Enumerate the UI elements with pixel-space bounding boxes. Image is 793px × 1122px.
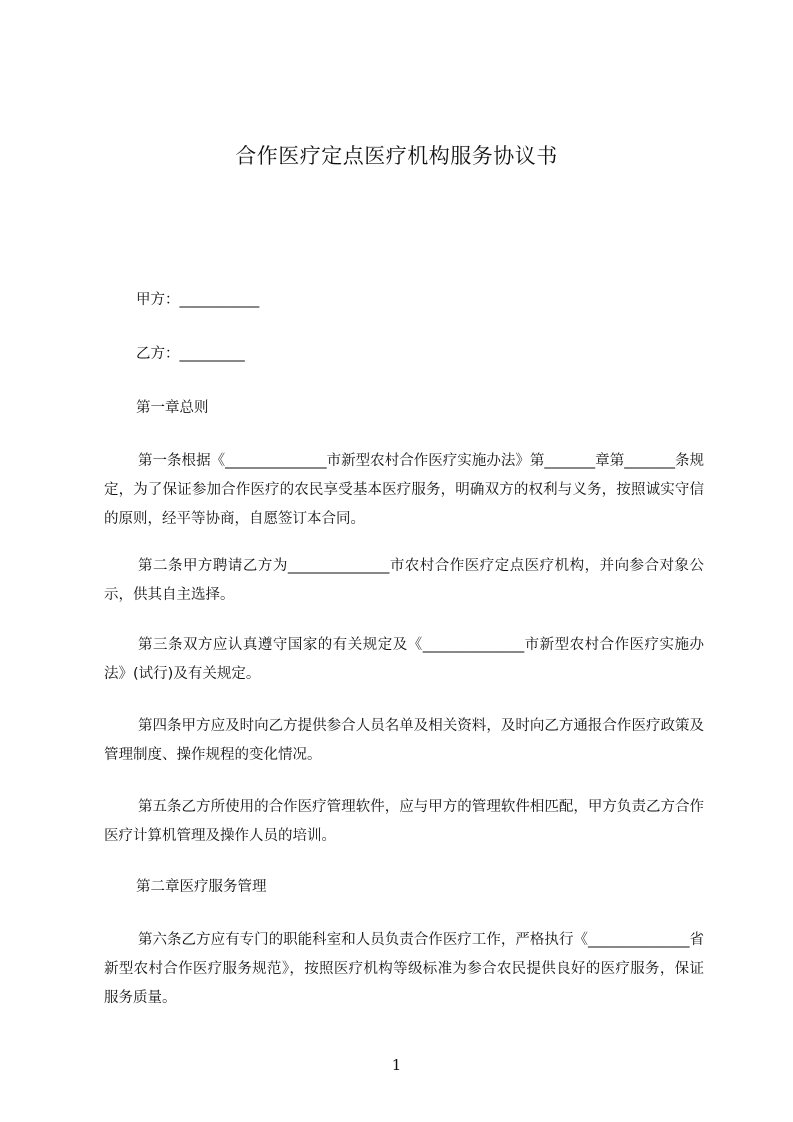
article-2: 第二条甲方聘请乙方为______________市农村合作医疗定点医疗机构，并向参合对象公示，供其自主选择。 xyxy=(104,558,704,603)
party-b-line: 乙方：_________ xyxy=(136,346,245,362)
article-1: 第一条根据《______________市新型农村合作医疗实施办法》第_______章第_______条规定，为了保证参加合作医疗的农民享受基本医疗服务，明确双方的权利与义务，按照诚实守信的原则，经平等协商，自愿签订本合同。 xyxy=(104,453,704,527)
party-a-line: 甲方：___________ xyxy=(136,292,260,308)
article-3: 第三条双方应认真遵守国家的有关规定及《______________市新型农村合作医疗实施办法》(试行)及有关规定。 xyxy=(104,637,704,682)
article-4: 第四条甲方应及时向乙方提供参合人员名单及相关资料，及时向乙方通报合作医疗政策及管理制度、操作规程的变化情况。 xyxy=(104,718,704,763)
chapter-1-heading: 第一章总则 xyxy=(136,400,209,416)
document-title: 合作医疗定点医疗机构服务协议书 xyxy=(235,144,558,168)
page-number: 1 xyxy=(391,1056,402,1074)
chapter-2-heading: 第二章医疗服务管理 xyxy=(136,879,267,895)
article-6: 第六条乙方应有专门的职能科室和人员负责合作医疗工作，严格执行《______________省新型农村合作医疗服务规范》，按照医疗机构等级标准为参合农民提供良好的医疗服务，保证服务质量。 xyxy=(104,932,704,1006)
article-5: 第五条乙方所使用的合作医疗管理软件，应与甲方的管理软件相匹配，甲方负责乙方合作医疗计算机管理及操作人员的培训。 xyxy=(104,799,704,844)
